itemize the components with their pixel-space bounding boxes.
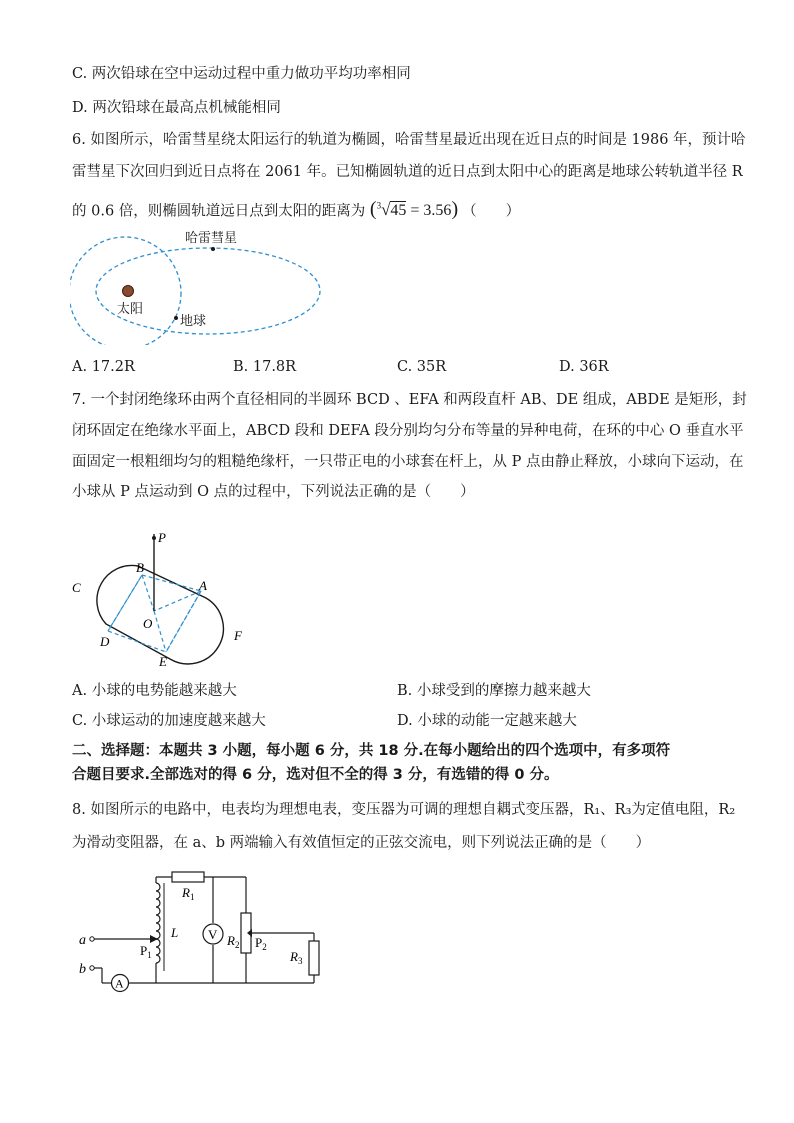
q5-option-c: C. 两次铅球在空中运动过程中重力做功平均功率相同 (72, 66, 411, 82)
label-o: O (143, 616, 153, 631)
terminal-b (90, 966, 94, 970)
dash-a-o (154, 591, 201, 611)
label-b: B (136, 560, 144, 575)
q6-formula-index: 3 (376, 201, 382, 211)
label-l: L (171, 925, 179, 940)
q7-option-b: B. 小球受到的摩擦力越来越大 (397, 683, 591, 699)
dash-o-e (154, 611, 166, 652)
q8-stem-line1: 8. 如图所示的电路中，电表均为理想电表，变压器为可调的理想自耦式变压器，R₁、R₃为定值电阻，R₂ (72, 802, 736, 818)
earth-label: 地球 (180, 313, 207, 328)
section2-heading-line1: 二、选择题：本题共 3 小题，每小题 6 分，共 18 分.在每小题给出的四个选项中，有多项符 (72, 743, 671, 759)
q6-formula-value: = 3.56 (410, 202, 452, 220)
q6-stem-line1: 6. 如图所示，哈雷彗星绕太阳运行的轨道为椭圆，哈雷彗星最近出现在近日点的时间是 1986 年，预计哈 (72, 132, 746, 148)
label-c: C (72, 580, 81, 595)
q7-ring-figure (66, 528, 266, 673)
label-p1: $P_1$ (140, 943, 152, 960)
label-a: A (199, 578, 207, 593)
point-p (152, 536, 156, 540)
label-a: a (79, 933, 86, 948)
sun-icon (123, 286, 134, 297)
q7-stem-line4: 小球从 P 点运动到 O 点的过程中，下列说法正确的是（ ） (72, 484, 475, 500)
q7-stem-line2: 闭环固定在绝缘水平面上，ABCD 段和 DEFA 段分别均匀分布等量的异种电荷，在环的中心 O 垂直水平 (72, 423, 744, 439)
q7-stem-line1: 7. 一个封闭绝缘环由两个直径相同的半圆环 BCD 、EFA 和两段直杆 AB、DE 组成，ABDE 是矩形，封 (72, 392, 747, 408)
q8-circuit-figure (74, 865, 334, 995)
section2-heading-line2: 合题目要求.全部选对的得 6 分，选对但不全的得 3 分，有选错的得 0 分。 (72, 767, 559, 783)
r1-resistor (172, 872, 204, 882)
q6-answer-blank: （ ） (462, 203, 521, 220)
dash-b-o (142, 575, 154, 611)
q6-stem-line3-text: 的 0.6 倍，则椭圆轨道远日点到太阳的距离为 (72, 203, 366, 220)
label-e: E (159, 654, 167, 669)
q6-option-c: C. 35R (397, 359, 447, 375)
voltmeter-label: V (208, 927, 218, 942)
q6-formula-radicand: 45 (390, 202, 407, 220)
p1-slider-arrow (150, 935, 158, 943)
q6-formula: ($^3$√45 = 3.56) (369, 198, 459, 221)
q6-orbit-figure (70, 225, 330, 345)
q7-option-c: C. 小球运动的加速度越来越大 (72, 713, 266, 729)
r3-resistor (309, 941, 319, 975)
q6-stem-line2: 雷彗星下次回归到近日点将在 2061 年。已知椭圆轨道的近日点到太阳中心的距离是地球公转轨道半径 R (72, 164, 743, 180)
label-p: P (158, 530, 166, 545)
q7-stem-line3: 面固定一根粗细均匀的粗糙绝缘杆，一只带正电的小球套在杆上，从 P 点由静止释放，小球向下运动，在 (72, 454, 744, 470)
sun-label: 太阳 (117, 301, 144, 316)
q6-option-a: A. 17.2R (72, 359, 135, 375)
q6-option-b: B. 17.8R (233, 359, 297, 375)
terminal-a (90, 937, 94, 941)
inductor-coil (156, 883, 160, 963)
label-r3: $R_3$ (290, 949, 303, 966)
q5-option-d: D. 两次铅球在最高点机械能相同 (72, 100, 281, 116)
q8-stem-line2: 为滑动变阻器，在 a、b 两端输入有效值恒定的正弦交流电，则下列说法正确的是（ ） (72, 835, 651, 851)
earth-dot (174, 316, 178, 320)
q6-stem-line3 (72, 196, 520, 221)
label-f: F (234, 628, 242, 643)
q7-option-a: A. 小球的电势能越来越大 (72, 683, 237, 699)
q6-option-d: D. 36R (559, 359, 609, 375)
label-d: D (100, 634, 110, 649)
ammeter-label: A (115, 976, 124, 991)
q7-option-d: D. 小球的动能一定越来越大 (397, 713, 577, 729)
label-b: b (79, 962, 86, 977)
label-r1: $R_1$ (182, 885, 195, 902)
comet-dot (211, 247, 215, 251)
label-p2: $P_2$ (255, 935, 267, 952)
dash-a-e (166, 591, 201, 652)
label-r2: $R_2$ (227, 933, 240, 950)
comet-label: 哈雷彗星 (185, 230, 238, 245)
